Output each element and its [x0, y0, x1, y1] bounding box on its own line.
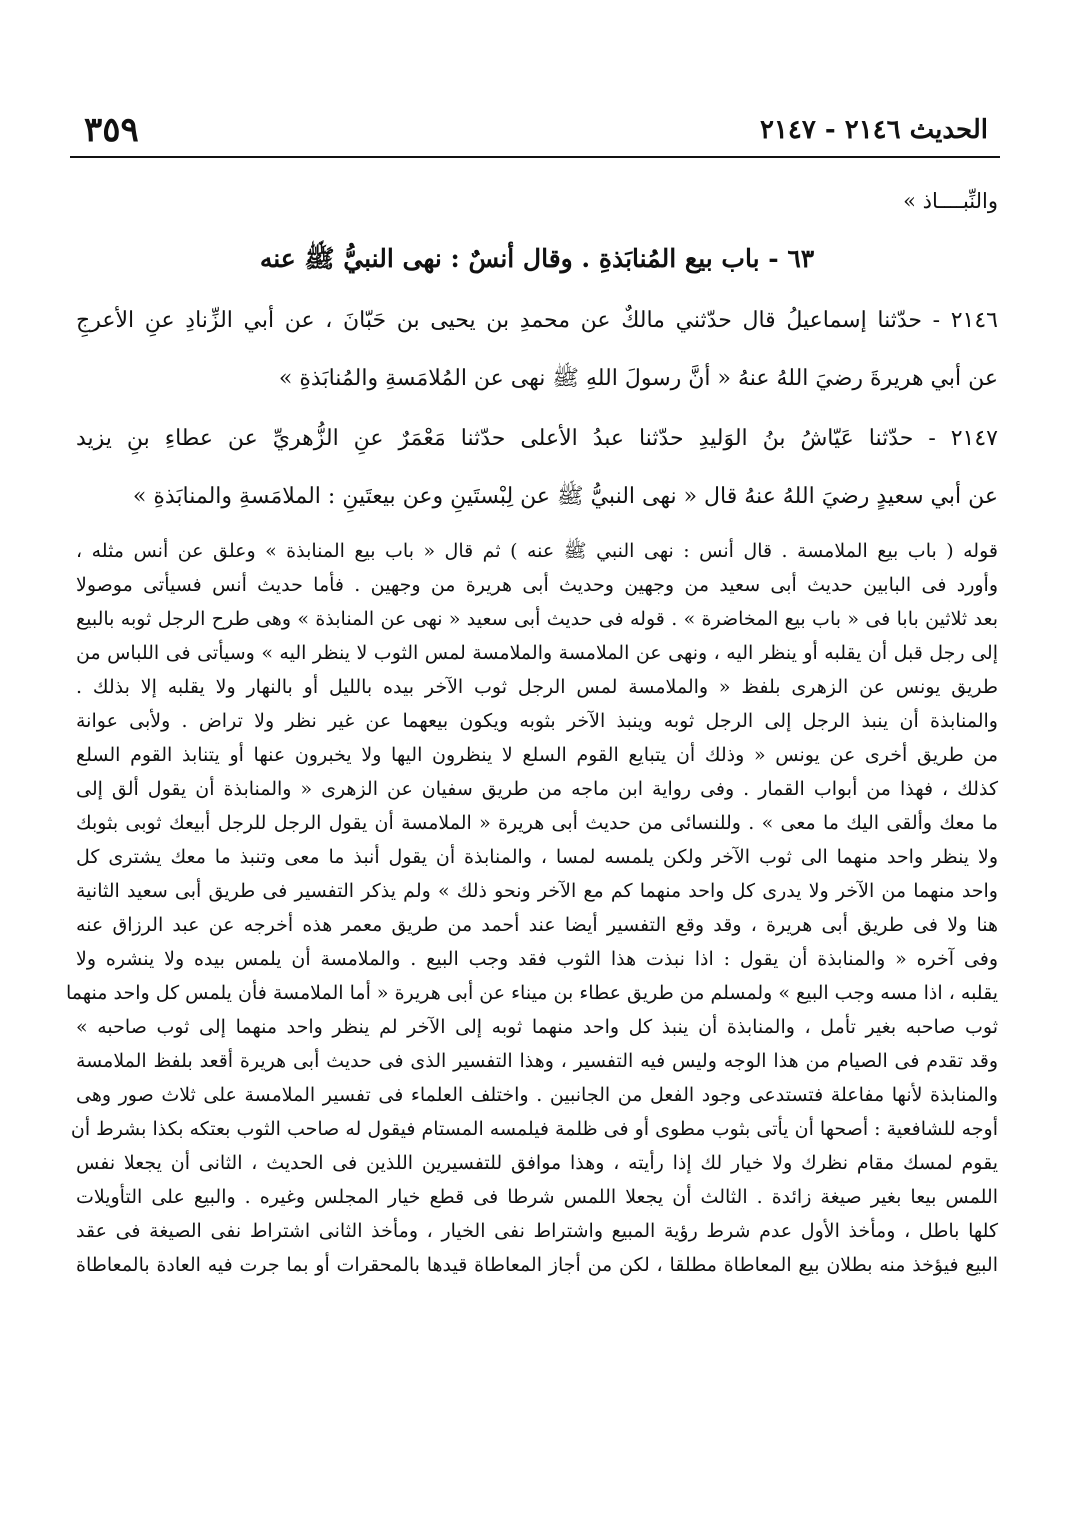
page-number: ٣٥٩ — [84, 110, 139, 150]
page-header — [84, 108, 988, 152]
commentary-line: من طريق أخرى عن يونس « وذلك أن يتبايع القوم السلع لا ينظرون اليها ولا يخبرون عنها أو يتنابذ القوم السلع — [76, 744, 998, 766]
hadith-line: ٢١٤٦ - حدّثنا إسماعيلُ قال حدّثني مالكٌ عن محمدِ بن يحيى بن حَبّانَ ، عن أبي الزِّنادِ عنِ الأعرجِ — [76, 308, 998, 333]
commentary-line: ولا ينظر واحد منهما الى ثوب الآخر ولكن يلمسه لمسا ، والمنابذة أن يقول أنبذ ما معى وتنبذ ما معك يشترى كل — [76, 846, 998, 868]
commentary-line: يقلبه ، اذا مسه وجب البيع » ولمسلم من طريق عطاء بن ميناء عن أبى هريرة « أما الملامسة فأن يلمس كل واحد منهما — [66, 982, 998, 1004]
commentary-line: اللمس بيعا بغير صيغة زائدة . الثالث أن يجعلا اللمس شرطا فى قطع خيار المجلس وغيره . والبيع على التأويلات — [76, 1186, 998, 1208]
commentary-line: ثوب صاحبه بغير تأمل ، والمنابذة أن ينبذ كل واحد منهما ثوبه إلى الآخر لم ينظر واحد منهما إلى ثوب صاحبه » — [76, 1016, 998, 1038]
commentary-line: كذلك ، فهذا من أبواب القمار . وفى رواية ابن ماجه من طريق سفيان عن الزهرى « والمنابذة أن يقول ألق إلى — [76, 778, 998, 800]
commentary-line: ما معك وألقى اليك ما معى » . وللنسائى من حديث أبى هريرة « الملامسة أن يقول الرجل للرجل أبيعك ثوبى بثوبك — [76, 812, 998, 834]
commentary-line: إلى رجل قبل أن يقلبه أو ينظر اليه ، ونهى عن الملامسة والملامسة لمس الثوب لا ينظر اليه » وسيأتى فى اللباس من — [76, 642, 998, 664]
commentary-line: البيع فيؤخذ منه بطلان بيع المعاطاة مطلقا ، لكن من أجاز المعاطاة قيدها بالمحقرات أو بما جرت فيه العادة بالمعاطاة — [76, 1254, 998, 1276]
commentary-line: وقد تقدم فى الصيام من هذا الوجه وليس فيه التفسير ، وهذا التفسير الذى فى حديث أبى هريرة أقعد بلفظ الملامسة — [76, 1050, 998, 1072]
hadith-line: عن أبي سعيدٍ رضيَ اللهُ عنهُ قال « نهى النبيُّ ﷺ عن لِبْستَينِ وعن بيعتَينِ : الملامَسةِ والمنابَذةِ » — [132, 484, 998, 509]
commentary-line: وفى آخره « والمنابذة أن يقول : اذا نبذت هذا الثوب فقد وجب البيع . والملامسة أن يلمس بيده ولا ينشره ولا — [76, 948, 998, 970]
commentary-line: يقوم لمسك مقام نظرك ولا خيار لك إذا رأيته ، وهذا موافق للتفسيرين اللذين فى الحديث ، الثانى أن يجعلا نفس — [76, 1152, 998, 1174]
commentary-line: قوله ( باب بيع الملامسة . قال أنس : نهى النبي ﷺ عنه ) ثم قال « باب بيع المنابذة » وعلق عن أنس مثله ، — [76, 540, 998, 562]
running-title: الحديث ٢١٤٦ - ٢١٤٧ — [759, 115, 988, 145]
text-line: والنِّبــــاذ » — [903, 189, 998, 213]
hadith-line: عن أبي هريرةَ رضيَ اللهُ عنهُ « أنَّ رسولَ اللهِ ﷺ نهى عن المُلامَسةِ والمُنابَذةِ » — [278, 366, 998, 391]
hadith-line: ٢١٤٧ - حدّثنا عَيّاشُ بنُ الوَليدِ حدّثنا عبدُ الأعلى حدّثنا مَعْمَرٌ عنِ الزُّهريِّ عن عطاءِ بنِ يزيد — [76, 426, 998, 451]
commentary-line: كلها باطل ، ومأخذ الأول عدم شرط رؤية المبيع واشتراط نفى الخيار ، ومأخذ الثانى اشتراط نفى الصيغة فى عقد — [76, 1220, 998, 1242]
commentary-line: هنا ولا فى طريق أبى هريرة ، وقد وقع التفسير أيضا عند أحمد من طريق معمر هذه أخرجه عن عبد الرزاق عنه — [76, 914, 998, 936]
header-divider — [70, 156, 1000, 158]
commentary-line: طريق يونس عن الزهرى بلفظ « والملامسة لمس الرجل ثوب الآخر بيده بالليل أو بالنهار ولا يقلبه إلا بذلك . — [76, 676, 998, 698]
commentary-line: والمنابذة لأنها مفاعلة فتستدعى وجود الفعل من الجانبين . واختلف العلماء فى تفسير الملامسة على ثلاث صور وهى — [76, 1084, 998, 1106]
commentary-line: وأورد فى البابين حديث أبى سعيد من وجهين وحديث أبى هريرة من وجهين . فأما حديث أنس فسيأتى موصولا — [76, 574, 998, 596]
commentary-line: واحد منهما من الآخر ولا يدرى كل واحد منهما كم مع الآخر ونحو ذلك » ولم يذكر التفسير فى طريق أبى سعيد الثانية — [76, 880, 998, 902]
commentary-line: بعد ثلاثين بابا فى « باب بيع المخاضرة » . قوله فى حديث أبى سعيد « نهى عن المنابذة » وهى طرح الرجل ثوبه بالبيع — [76, 608, 998, 630]
chapter-heading: ٦٣ - باب بيع المُنابَذةِ . وقال أنسٌ : نهى النبيُّ ﷺ عنه — [259, 244, 815, 273]
commentary-line: أوجه للشافعية : أصحها أن يأتى بثوب مطوى أو فى ظلمة فيلمسه المستام فيقول له صاحب الثوب بعتكه بكذا بشرط أن — [70, 1118, 998, 1140]
commentary-line: والمنابذة أن ينبذ الرجل إلى الرجل ثوبه وينبذ الآخر بثوبه ويكون بيعهما عن غير نظر ولا تراض . ولأبى عوانة — [76, 710, 998, 732]
